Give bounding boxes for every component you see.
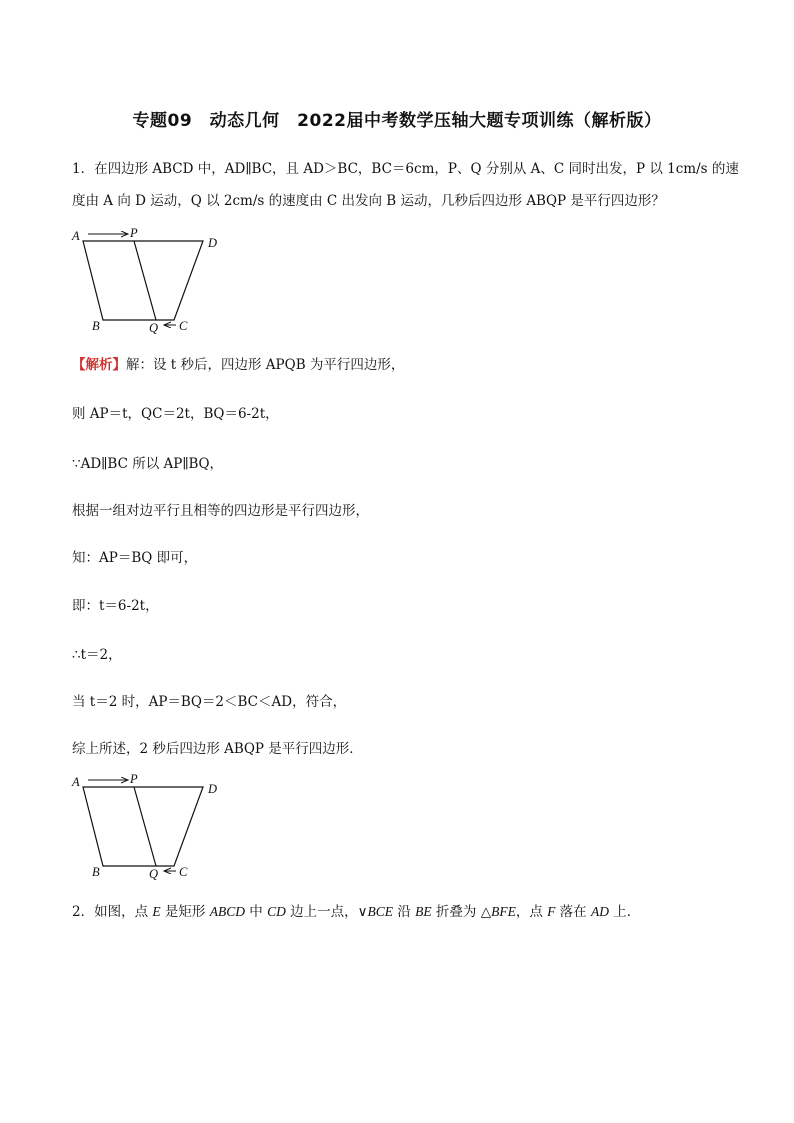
trapezoid-figure-1 <box>68 224 228 340</box>
problem2-text: 上． <box>608 904 641 920</box>
problem2-text: 中 <box>244 904 268 920</box>
math-f: F <box>547 904 556 919</box>
problem2-line <box>72 903 640 921</box>
solution-intro: 解：设 t 秒后，四边形 APQB 为平行四边形， <box>126 357 405 373</box>
page-title: 专题09 动态几何 2022届中考数学压轴大题专项训练（解析版） <box>132 111 662 131</box>
label-c: C <box>179 319 188 333</box>
math-bfe: △BFE <box>480 904 516 919</box>
label-b: B <box>92 865 100 879</box>
label-d: D <box>208 236 218 250</box>
label-c: C <box>179 865 188 879</box>
label-p: P <box>130 226 138 240</box>
math-bce: ∨BCE <box>357 904 394 919</box>
solution-step: 当 t＝2 时，AP＝BQ＝2＜BC＜AD，符合， <box>72 694 347 710</box>
label-q: Q <box>149 321 159 335</box>
problem2-text: 2．如图，点 <box>72 904 153 920</box>
label-p: P <box>130 772 138 786</box>
segment-pq <box>134 241 156 320</box>
problem2-text: 边上一点， <box>285 904 358 920</box>
problem1-line2: 度由 A 向 D 运动，Q 以 2cm/s 的速度由 C 出发向 B 运动，几秒后四边形 ABQP 是平行四边形？ <box>72 193 665 209</box>
label-q: Q <box>149 867 159 881</box>
label-a: A <box>72 775 80 789</box>
solution-line-1 <box>72 356 404 374</box>
label-d: D <box>208 782 218 796</box>
math-be: BE <box>415 904 432 919</box>
math-ad: AD <box>590 904 609 919</box>
trapezoid-shape <box>83 241 203 320</box>
problem2-text: 折叠为 <box>431 904 481 920</box>
solution-step: 根据一组对边平行且相等的四边形是平行四边形， <box>72 503 369 519</box>
solution-step: 则 AP＝t，QC＝2t，BQ＝6-2t， <box>72 406 279 422</box>
solution-step: ∵AD∥BC 所以 AP∥BQ， <box>72 456 224 472</box>
problem1-line1: 1．在四边形 ABCD 中，AD∥BC，且 AD＞BC，BC＝6cm，P、Q 分别从 A、C 同时出发，P 以 1cm/s 的速 <box>72 161 739 177</box>
math-cd: CD <box>267 904 286 919</box>
solution-tag: 【解析】 <box>72 357 126 373</box>
label-a: A <box>72 229 80 243</box>
problem2-text: ，点 <box>515 904 548 920</box>
math-abcd: ABCD <box>209 904 245 919</box>
problem2-text: 沿 <box>393 904 416 920</box>
solution-step: 知：AP＝BQ 即可， <box>72 550 198 566</box>
label-b: B <box>92 319 100 333</box>
math-e: E <box>152 904 161 919</box>
problem2-text: 是矩形 <box>160 904 210 920</box>
segment-pq <box>134 787 156 866</box>
trapezoid-shape <box>83 787 203 866</box>
trapezoid-figure-2 <box>68 770 228 886</box>
solution-step: 综上所述，2 秒后四边形 ABQP 是平行四边形． <box>72 741 363 757</box>
solution-step: ∴t＝2， <box>72 647 122 663</box>
problem2-text: 落在 <box>555 904 591 920</box>
solution-step: 即：t＝6-2t， <box>72 598 159 614</box>
